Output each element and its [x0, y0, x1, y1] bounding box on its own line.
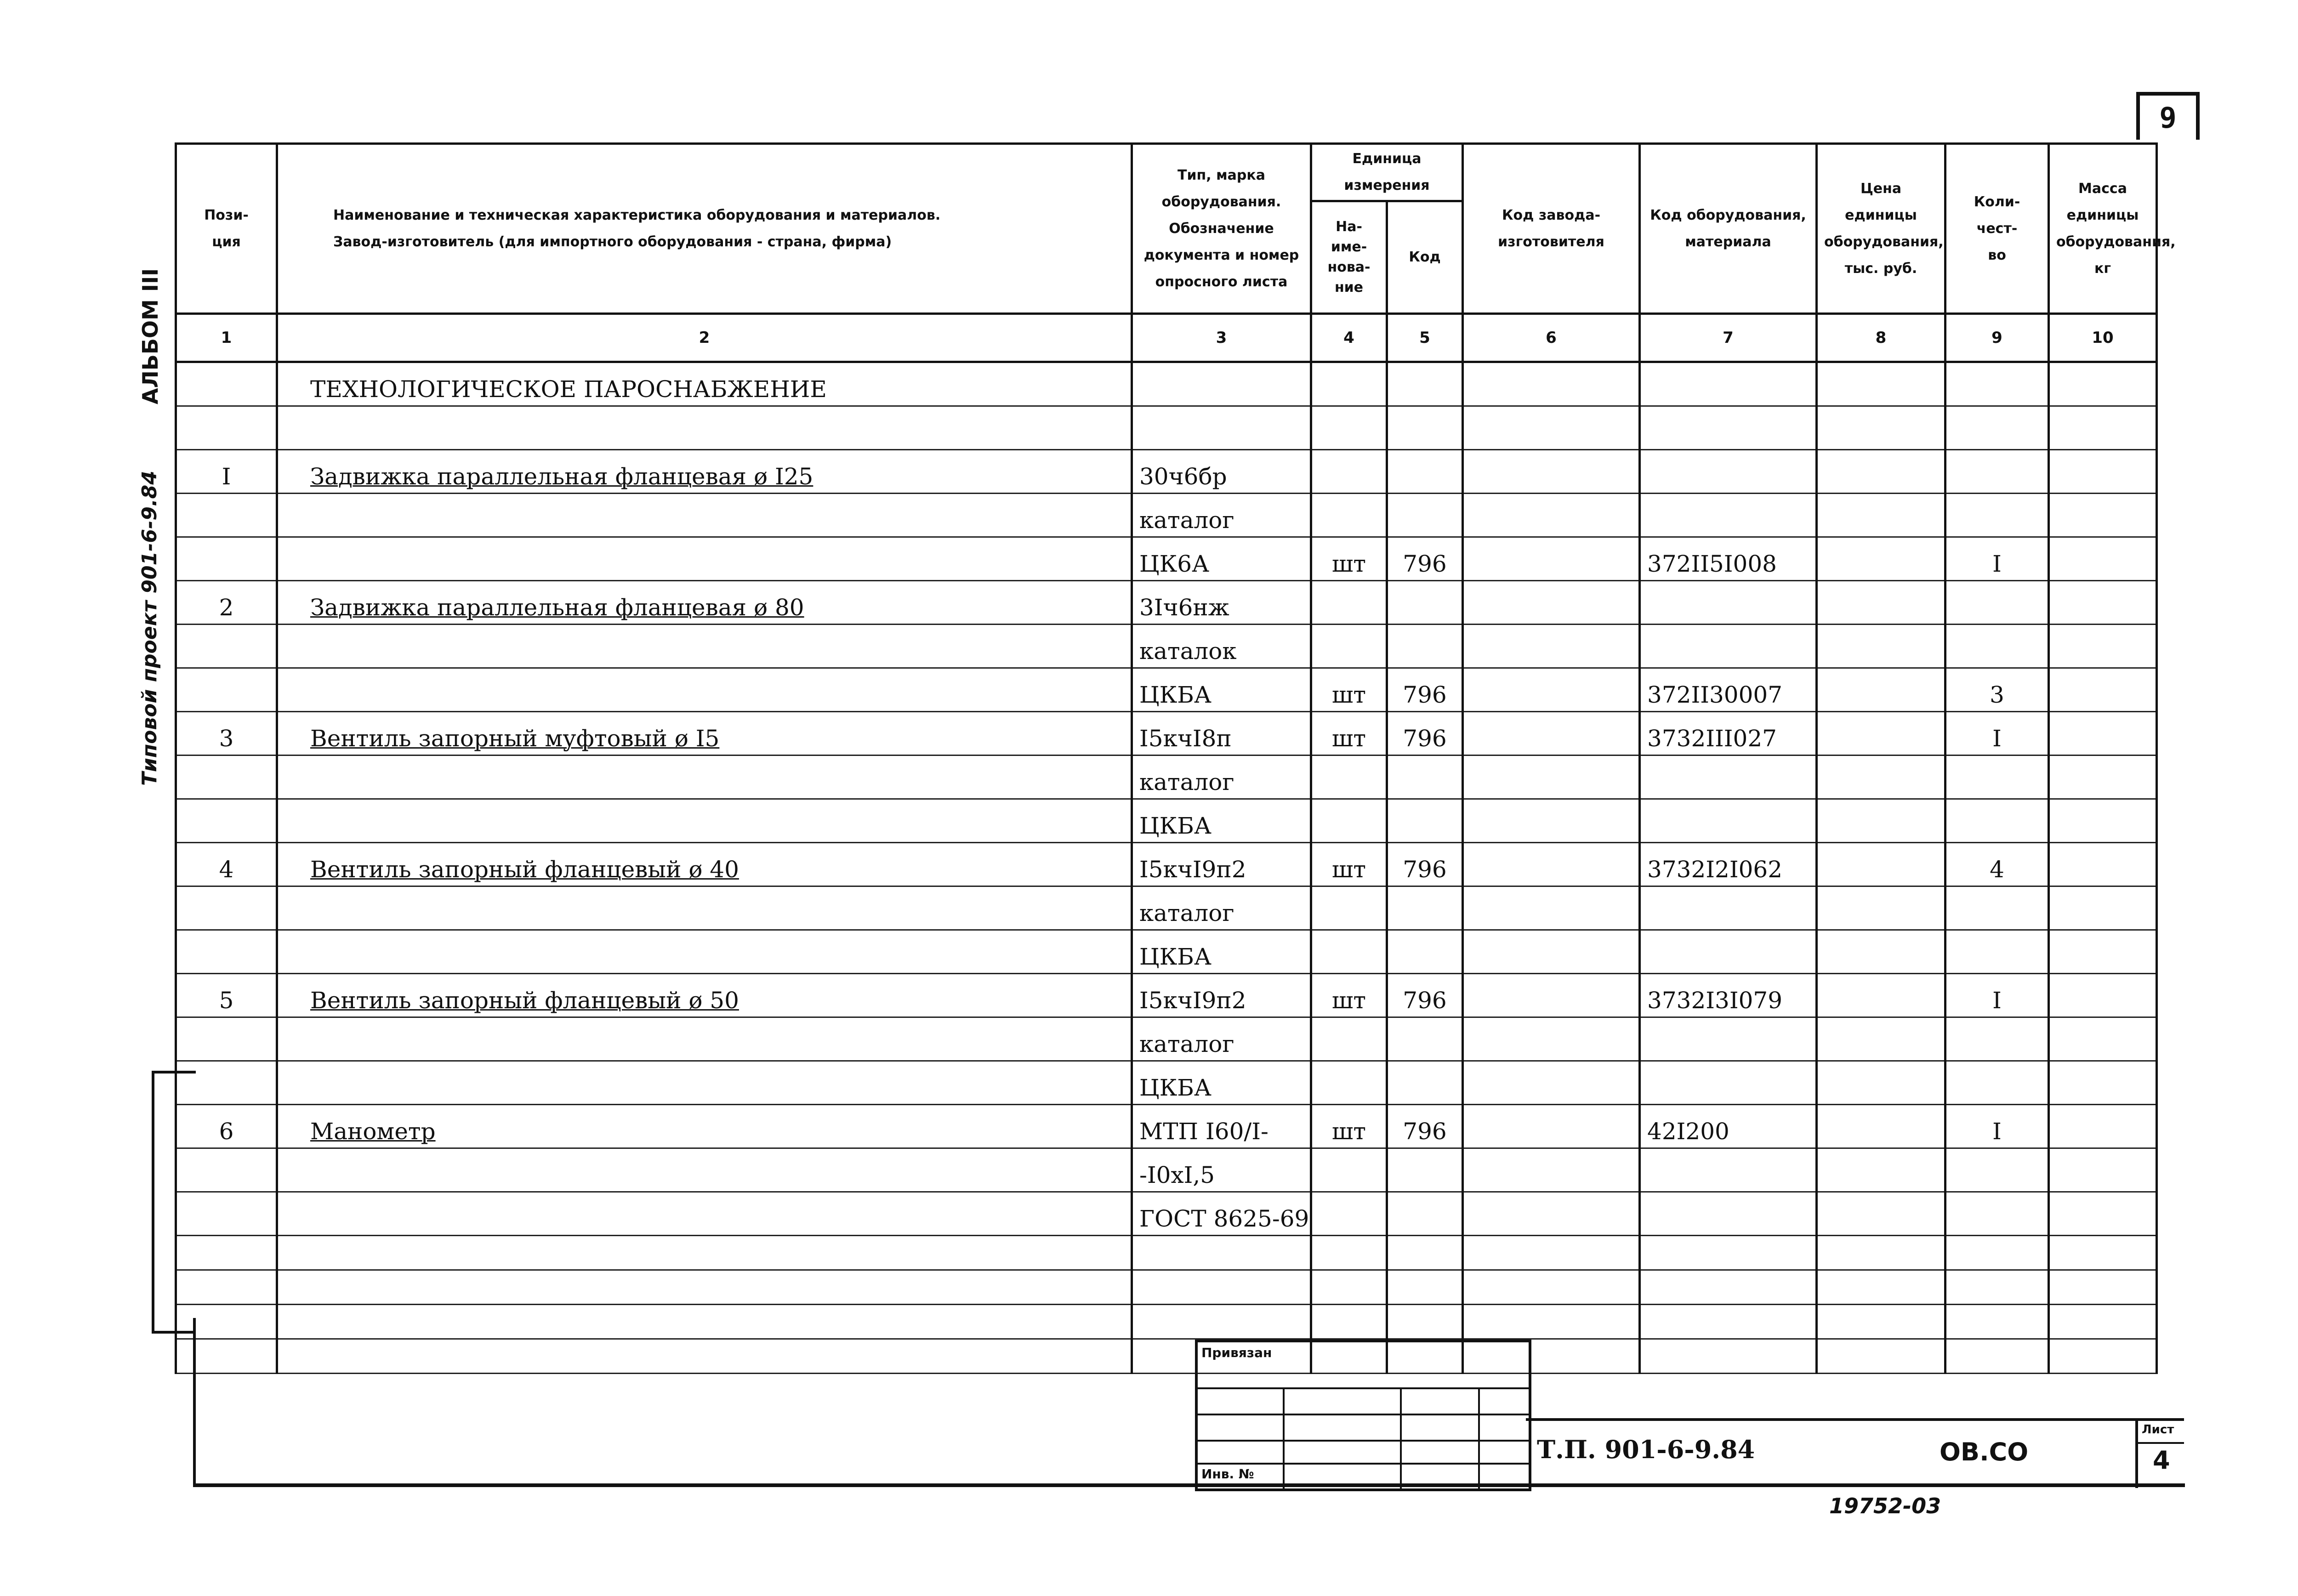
name-cell [277, 755, 1132, 799]
name-cell [277, 930, 1132, 974]
position-cell [176, 755, 277, 799]
type-cell: ГОСТ 8625-69 [1132, 1192, 1311, 1236]
quantity-cell: I [1945, 537, 2049, 581]
unit-cell [1311, 799, 1387, 843]
mass-cell [2049, 974, 2157, 1017]
position-cell: I [176, 450, 277, 494]
plant-code-cell [1463, 1192, 1640, 1236]
header-position: Пози- ция [176, 144, 277, 314]
quantity-cell [1945, 1148, 2049, 1192]
name-cell: Вентиль запорный фланцевый ø 50 [277, 974, 1132, 1017]
table-row [176, 886, 2157, 930]
name-cell [277, 1148, 1132, 1192]
unit-cell: шт [1311, 712, 1387, 755]
unit-code-cell [1387, 450, 1463, 494]
unit-code-cell [1387, 581, 1463, 625]
plant-code-cell [1463, 668, 1640, 712]
column-number: 4 [1311, 314, 1387, 362]
plant-code-cell [1463, 886, 1640, 930]
header-equipment-code: Код оборудования, материала [1640, 144, 1817, 314]
unit-cell [1311, 1148, 1387, 1192]
price-cell [1817, 406, 1945, 450]
type-cell: -I0xI,5 [1132, 1148, 1311, 1192]
mass-cell [2049, 450, 2157, 494]
type-cell [1132, 406, 1311, 450]
header-name-line1: Наименование и техническая характеристика оборудования и материалов. [333, 207, 941, 223]
position-cell [176, 494, 277, 537]
type-cell: I5кчI9п2 [1132, 843, 1311, 886]
mass-cell [2049, 1192, 2157, 1236]
type-cell: ЦКБА [1132, 668, 1311, 712]
quantity-cell [1945, 755, 2049, 799]
quantity-cell: I [1945, 712, 2049, 755]
unit-code-cell [1387, 799, 1463, 843]
equipment-code-cell: 3732III027 [1640, 712, 1817, 755]
position-cell: 6 [176, 1105, 277, 1148]
table-row [176, 494, 2157, 537]
plant-code-cell [1463, 1105, 1640, 1148]
name-cell: Задвижка параллельная фланцевая ø I25 [277, 450, 1132, 494]
sheet-code: ОВ.СО [1940, 1437, 2029, 1466]
mass-cell [2049, 712, 2157, 755]
unit-code-cell [1387, 755, 1463, 799]
table-row [176, 712, 2157, 755]
plant-code-cell [1463, 843, 1640, 886]
unit-cell: шт [1311, 537, 1387, 581]
equipment-code-cell [1640, 1148, 1817, 1192]
unit-cell [1311, 450, 1387, 494]
type-cell: МТП I60/I- [1132, 1105, 1311, 1148]
unit-code-cell: 796 [1387, 843, 1463, 886]
table-row [176, 537, 2157, 581]
header-type: Тип, марка оборудования. Обозначение документа и номер опросного листа [1132, 144, 1311, 314]
name-cell [277, 668, 1132, 712]
price-cell [1817, 494, 1945, 537]
mass-cell [2049, 843, 2157, 886]
unit-cell [1311, 930, 1387, 974]
unit-cell [1311, 494, 1387, 537]
equipment-code-cell [1640, 799, 1817, 843]
unit-cell [1311, 1192, 1387, 1236]
header-unit-name: На- име- нова- ние [1311, 201, 1387, 314]
unit-cell: шт [1311, 843, 1387, 886]
unit-code-cell [1387, 625, 1463, 668]
equipment-code-cell [1640, 406, 1817, 450]
plant-code-cell [1463, 1017, 1640, 1061]
section-title-row [176, 362, 2157, 406]
equipment-code-cell: 3732I2I062 [1640, 843, 1817, 886]
mass-cell [2049, 581, 2157, 625]
unit-cell [1311, 886, 1387, 930]
quantity-cell [1945, 450, 2049, 494]
price-cell [1817, 1192, 1945, 1236]
mass-cell [2049, 1061, 2157, 1105]
price-cell [1817, 668, 1945, 712]
price-cell [1817, 1148, 1945, 1192]
column-number: 3 [1132, 314, 1311, 362]
mass-cell [2049, 406, 2157, 450]
type-cell: каталог [1132, 494, 1311, 537]
name-cell [277, 406, 1132, 450]
quantity-cell [1945, 1017, 2049, 1061]
quantity-cell: I [1945, 1105, 2049, 1148]
type-cell: каталок [1132, 625, 1311, 668]
table-row [176, 843, 2157, 886]
unit-code-cell [1387, 1192, 1463, 1236]
header-name-line2: Завод-изготовитель (для импортного оборудования - страна, фирма) [333, 233, 892, 250]
mass-cell [2049, 755, 2157, 799]
equipment-code-cell [1640, 1192, 1817, 1236]
unit-code-cell: 796 [1387, 974, 1463, 1017]
name-cell: Вентиль запорный муфтовый ø I5 [277, 712, 1132, 755]
plant-code-cell [1463, 974, 1640, 1017]
header-plant-code: Код завода-изготовителя [1463, 144, 1640, 314]
equipment-code-cell [1640, 450, 1817, 494]
price-cell [1817, 1061, 1945, 1105]
position-cell [176, 1017, 277, 1061]
mass-cell [2049, 537, 2157, 581]
type-cell: 3Iч6нж [1132, 581, 1311, 625]
plant-code-cell [1463, 799, 1640, 843]
type-cell: каталог [1132, 1017, 1311, 1061]
price-cell [1817, 974, 1945, 1017]
plant-code-cell [1463, 537, 1640, 581]
name-cell [277, 1061, 1132, 1105]
quantity-cell [1945, 494, 2049, 537]
equipment-code-cell [1640, 886, 1817, 930]
equipment-code-cell [1640, 625, 1817, 668]
attached-label: Привязан [1201, 1345, 1272, 1360]
quantity-cell [1945, 886, 2049, 930]
table-row [176, 799, 2157, 843]
unit-code-cell [1387, 406, 1463, 450]
mass-cell [2049, 886, 2157, 930]
table-row [176, 755, 2157, 799]
type-cell: каталог [1132, 886, 1311, 930]
inventory-number-label: Инв. № [1201, 1466, 1254, 1482]
unit-cell: шт [1311, 974, 1387, 1017]
price-cell [1817, 886, 1945, 930]
table-row [176, 1148, 2157, 1192]
column-number: 8 [1817, 314, 1945, 362]
position-cell [176, 799, 277, 843]
unit-cell [1311, 1061, 1387, 1105]
name-cell [277, 799, 1132, 843]
plant-code-cell [1463, 581, 1640, 625]
plant-code-cell [1463, 1061, 1640, 1105]
table-row [176, 1105, 2157, 1148]
header-unit-group: Единица измерения [1311, 144, 1463, 201]
unit-cell [1311, 581, 1387, 625]
plant-code-cell [1463, 930, 1640, 974]
sheet-number: 4 [2153, 1446, 2170, 1475]
title-block-grid [1195, 1340, 1531, 1491]
unit-cell [1311, 625, 1387, 668]
mass-cell [2049, 494, 2157, 537]
position-cell [176, 406, 277, 450]
section-title: ТЕХНОЛОГИЧЕСКОЕ ПАРОСНАБЖЕНИЕ [277, 362, 1132, 406]
type-cell: I5кчI9п2 [1132, 974, 1311, 1017]
plant-code-cell [1463, 712, 1640, 755]
equipment-code-cell [1640, 1017, 1817, 1061]
plant-code-cell [1463, 1148, 1640, 1192]
header-quantity: Коли- чест- во [1945, 144, 2049, 314]
equipment-code-cell: 3732I3I079 [1640, 974, 1817, 1017]
name-cell [277, 886, 1132, 930]
equipment-code-cell: 372II5I008 [1640, 537, 1817, 581]
name-cell [277, 494, 1132, 537]
column-number: 5 [1387, 314, 1463, 362]
unit-code-cell [1387, 494, 1463, 537]
price-cell [1817, 755, 1945, 799]
equipment-code-cell [1640, 930, 1817, 974]
quantity-cell: I [1945, 974, 2049, 1017]
quantity-cell [1945, 1061, 2049, 1105]
mass-cell [2049, 668, 2157, 712]
plant-code-cell [1463, 406, 1640, 450]
table-row [176, 581, 2157, 625]
equipment-code-cell: 372II30007 [1640, 668, 1817, 712]
plant-code-cell [1463, 450, 1640, 494]
side-stamp-album: АЛЬБОМ III [138, 268, 163, 404]
position-cell [176, 1148, 277, 1192]
column-number: 7 [1640, 314, 1817, 362]
equipment-code-cell [1640, 494, 1817, 537]
price-cell [1817, 712, 1945, 755]
unit-cell: шт [1311, 1105, 1387, 1148]
type-cell: ЦК6А [1132, 537, 1311, 581]
footer-stamp: 19752-03 [1829, 1494, 1941, 1518]
name-cell: Манометр [277, 1105, 1132, 1148]
unit-code-cell [1387, 1148, 1463, 1192]
position-cell: 3 [176, 712, 277, 755]
unit-code-cell [1387, 1017, 1463, 1061]
unit-cell: шт [1311, 668, 1387, 712]
header-unit-code: Код [1387, 201, 1463, 314]
table-row [176, 406, 2157, 450]
column-number: 6 [1463, 314, 1640, 362]
position-cell [176, 886, 277, 930]
unit-code-cell [1387, 886, 1463, 930]
plant-code-cell [1463, 755, 1640, 799]
table-row [176, 974, 2157, 1017]
blank-row [176, 1270, 2157, 1305]
page-number: 9 [2136, 92, 2200, 140]
position-cell [176, 537, 277, 581]
document-code: Т.П. 901-6-9.84 [1537, 1435, 1755, 1464]
column-number-row [176, 314, 2157, 362]
side-stamp-project: Типовой проект 901-6-9.84 [138, 471, 161, 786]
equipment-code-cell [1640, 581, 1817, 625]
type-cell: каталог [1132, 755, 1311, 799]
unit-cell [1311, 406, 1387, 450]
column-number: 10 [2049, 314, 2157, 362]
price-cell [1817, 450, 1945, 494]
column-number: 2 [277, 314, 1132, 362]
mass-cell [2049, 1017, 2157, 1061]
type-cell: ЦКБА [1132, 930, 1311, 974]
position-cell [176, 1192, 277, 1236]
name-cell: Вентиль запорный фланцевый ø 40 [277, 843, 1132, 886]
column-number: 9 [1945, 314, 2049, 362]
specification-table [175, 142, 2176, 1374]
sheet-label: Лист [2142, 1423, 2174, 1437]
price-cell [1817, 625, 1945, 668]
table-row [176, 1017, 2157, 1061]
quantity-cell: 4 [1945, 843, 2049, 886]
header-price: Цена единицы оборудования, тыс. руб. [1817, 144, 1945, 314]
price-cell [1817, 1017, 1945, 1061]
mass-cell [2049, 799, 2157, 843]
quantity-cell [1945, 799, 2049, 843]
price-cell [1817, 1105, 1945, 1148]
header-mass: Масса единицы оборудования, кг [2049, 144, 2157, 314]
name-cell [277, 1192, 1132, 1236]
equipment-code-cell [1640, 1061, 1817, 1105]
name-cell: Задвижка параллельная фланцевая ø 80 [277, 581, 1132, 625]
unit-cell [1311, 1017, 1387, 1061]
table-row [176, 450, 2157, 494]
unit-code-cell: 796 [1387, 537, 1463, 581]
quantity-cell: 3 [1945, 668, 2049, 712]
price-cell [1817, 843, 1945, 886]
price-cell [1817, 930, 1945, 974]
sheet-number-box [2135, 1418, 2184, 1488]
position-cell: 5 [176, 974, 277, 1017]
position-cell [176, 1061, 277, 1105]
table-row [176, 1061, 2157, 1105]
equipment-code-cell [1640, 755, 1817, 799]
unit-code-cell [1387, 930, 1463, 974]
table-row [176, 625, 2157, 668]
name-cell [277, 537, 1132, 581]
price-cell [1817, 799, 1945, 843]
table-row [176, 930, 2157, 974]
quantity-cell [1945, 930, 2049, 974]
column-number: 1 [176, 314, 277, 362]
quantity-cell [1945, 625, 2049, 668]
type-cell: 30ч6бр [1132, 450, 1311, 494]
position-cell: 2 [176, 581, 277, 625]
mass-cell [2049, 625, 2157, 668]
plant-code-cell [1463, 625, 1640, 668]
header-name [277, 144, 1132, 314]
mass-cell [2049, 1105, 2157, 1148]
blank-row [176, 1236, 2157, 1270]
quantity-cell [1945, 406, 2049, 450]
quantity-cell [1945, 581, 2049, 625]
equipment-code-cell: 42I200 [1640, 1105, 1817, 1148]
unit-code-cell: 796 [1387, 1105, 1463, 1148]
unit-code-cell: 796 [1387, 668, 1463, 712]
type-cell: ЦКБА [1132, 799, 1311, 843]
position-cell [176, 930, 277, 974]
table-row [176, 668, 2157, 712]
plant-code-cell [1463, 494, 1640, 537]
unit-cell [1311, 755, 1387, 799]
position-cell [176, 625, 277, 668]
title-block-doc-row [1526, 1418, 2135, 1488]
position-cell: 4 [176, 843, 277, 886]
mass-cell [2049, 1148, 2157, 1192]
mass-cell [2049, 930, 2157, 974]
table-row [176, 1192, 2157, 1236]
position-cell [176, 668, 277, 712]
type-cell: ЦКБА [1132, 1061, 1311, 1105]
quantity-cell [1945, 1192, 2049, 1236]
price-cell [1817, 581, 1945, 625]
name-cell [277, 1017, 1132, 1061]
name-cell [277, 625, 1132, 668]
price-cell [1817, 537, 1945, 581]
unit-code-cell: 796 [1387, 712, 1463, 755]
unit-code-cell [1387, 1061, 1463, 1105]
type-cell: I5кчI8п [1132, 712, 1311, 755]
